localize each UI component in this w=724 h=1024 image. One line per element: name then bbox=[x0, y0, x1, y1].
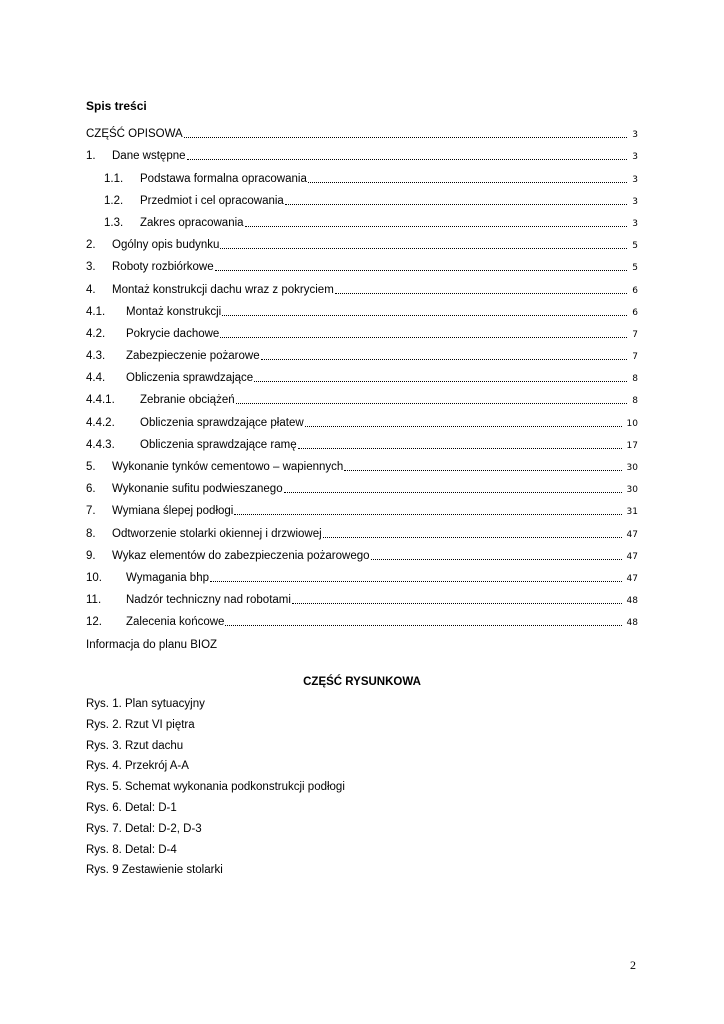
toc-entry[interactable] bbox=[86, 163, 638, 185]
toc-leader-dots bbox=[285, 195, 627, 205]
toc-entry-label: Informacja do planu BIOZ bbox=[86, 638, 218, 651]
toc-entry[interactable] bbox=[86, 452, 638, 474]
toc-leader-dots bbox=[222, 306, 627, 316]
toc-entry[interactable] bbox=[86, 518, 638, 540]
toc-entry-page: 47 bbox=[626, 551, 638, 562]
toc-entry-number: 4.4.3. bbox=[86, 438, 115, 451]
toc-entry-label: Wymiana ślepej podłogi bbox=[112, 505, 234, 518]
toc-entry-label: Roboty rozbiórkowe bbox=[112, 261, 214, 274]
drawings-list bbox=[86, 694, 345, 881]
toc-entry-page: 30 bbox=[626, 463, 638, 473]
toc-entry-number: 1. bbox=[86, 150, 96, 163]
drawing-item: Rys. 3. Rzut dachu bbox=[86, 739, 184, 752]
toc-leader-dots bbox=[292, 594, 622, 604]
toc-entry-page: 3 bbox=[632, 196, 638, 207]
toc-entry-label: Nadzór techniczny nad robotami bbox=[126, 594, 291, 607]
toc-entry-page: 48 bbox=[626, 618, 638, 629]
toc-leader-dots bbox=[210, 572, 622, 582]
drawing-item: Rys. 8. Detal: D-4 bbox=[86, 843, 177, 856]
toc-entry[interactable] bbox=[86, 363, 638, 385]
toc-entry-label: Montaż konstrukcji bbox=[126, 305, 222, 318]
toc-entry-label: Dane wstępne bbox=[112, 150, 186, 163]
toc-leader-dots bbox=[187, 150, 627, 160]
toc-entry-label: CZĘŚĆ OPISOWA bbox=[86, 128, 183, 141]
toc-leader-dots bbox=[215, 261, 627, 271]
toc-entry-label: Zabezpieczenie pożarowe bbox=[126, 350, 260, 363]
toc-entry[interactable] bbox=[86, 297, 638, 319]
toc-leader-dots bbox=[220, 328, 627, 338]
toc-entry-page: 10 bbox=[626, 418, 638, 429]
toc-leader-dots bbox=[261, 350, 627, 360]
toc-entry-number: 12. bbox=[86, 616, 102, 629]
toc-entry-number: 4.2. bbox=[86, 327, 106, 340]
toc-entry-page: 5 bbox=[632, 263, 638, 274]
toc-entry[interactable] bbox=[86, 141, 638, 163]
toc-title: Spis treści bbox=[86, 99, 147, 113]
toc-entry-number: 8. bbox=[86, 527, 96, 540]
toc-entry[interactable] bbox=[86, 541, 638, 563]
toc-entry-label: Przedmiot i cel opracowania bbox=[140, 194, 284, 207]
toc-entry-page: 8 bbox=[632, 396, 638, 407]
toc-entry-number: 4.3. bbox=[86, 350, 106, 363]
toc-entry-label: Zakres opracowania bbox=[140, 216, 244, 229]
toc-entry-label: Montaż konstrukcji dachu wraz z pokryciem bbox=[112, 283, 334, 296]
toc-entry-number: 3. bbox=[86, 261, 96, 274]
toc-leader-dots bbox=[225, 616, 622, 626]
toc-entry[interactable] bbox=[86, 474, 638, 496]
toc-entry-label: Obliczenia sprawdzające ramę bbox=[140, 438, 297, 451]
toc-entry[interactable] bbox=[86, 607, 638, 629]
toc-entry-page: 3 bbox=[632, 174, 638, 185]
toc-entry-label: Wykaz elementów do zabezpieczenia pożarowego bbox=[112, 549, 370, 562]
drawing-item: Rys. 5. Schemat wykonania podkonstrukcji podłogi bbox=[86, 781, 345, 794]
toc-entry-number: 4.4. bbox=[86, 372, 106, 385]
drawing-item: Rys. 2. Rzut VI piętra bbox=[86, 718, 195, 731]
drawing-item: Rys. 1. Plan sytuacyjny bbox=[86, 698, 205, 710]
toc-entry-page: 5 bbox=[632, 241, 638, 252]
toc-entry[interactable] bbox=[86, 274, 638, 296]
toc-entry[interactable] bbox=[86, 563, 638, 585]
toc-entry[interactable] bbox=[86, 230, 638, 252]
toc-entry-number: 5. bbox=[86, 461, 96, 473]
toc-entry-number: 11. bbox=[86, 594, 102, 607]
toc-leader-dots bbox=[254, 372, 627, 382]
toc-entry-page: 47 bbox=[626, 573, 638, 584]
table-of-contents bbox=[86, 119, 638, 652]
toc-entry-number: 7. bbox=[86, 505, 96, 518]
toc-leader-dots bbox=[245, 217, 627, 227]
drawing-item: Rys. 6. Detal: D-1 bbox=[86, 801, 177, 814]
toc-entry-bioz[interactable] bbox=[86, 629, 638, 651]
toc-entry[interactable] bbox=[86, 208, 638, 230]
toc-leader-dots bbox=[236, 394, 627, 404]
toc-entry-label: Odtworzenie stolarki okiennej i drzwiowej bbox=[112, 527, 322, 540]
toc-entry-page: 3 bbox=[632, 130, 638, 141]
toc-entry-number: 1.1. bbox=[104, 172, 124, 185]
toc-entry-number: 9. bbox=[86, 549, 96, 562]
toc-entry-page: 7 bbox=[632, 352, 638, 363]
toc-entry-label: Podstawa formalna opracowania bbox=[140, 172, 307, 185]
toc-leader-dots bbox=[284, 483, 622, 493]
toc-entry-number: 4.4.1. bbox=[86, 394, 115, 407]
toc-entry-label: Zalecenia końcowe bbox=[126, 616, 225, 629]
toc-leader-dots bbox=[323, 528, 622, 538]
toc-leader-dots bbox=[298, 439, 622, 449]
toc-entry-number: 1.2. bbox=[104, 194, 124, 207]
toc-entry-page: 8 bbox=[632, 374, 638, 385]
toc-leader-dots bbox=[305, 417, 622, 427]
drawing-item: Rys. 9 Zestawienie stolarki bbox=[86, 864, 223, 877]
toc-entry[interactable] bbox=[86, 407, 638, 429]
toc-entry-label: Wykonanie tynków cementowo – wapiennych bbox=[112, 461, 344, 473]
toc-entry-page: 31 bbox=[626, 507, 638, 518]
toc-entry-number: 2. bbox=[86, 239, 96, 252]
toc-entry-page: 3 bbox=[632, 218, 638, 229]
toc-entry-label: Wymagania bhp bbox=[126, 571, 209, 584]
toc-entry-page: 17 bbox=[626, 440, 638, 451]
toc-entry-number: 4. bbox=[86, 283, 96, 296]
toc-entry[interactable] bbox=[86, 319, 638, 341]
drawings-section-title: CZĘŚĆ RYSUNKOWA bbox=[303, 676, 421, 688]
toc-entry-label: Wykonanie sufitu podwieszanego bbox=[112, 483, 283, 496]
toc-entry-page: 6 bbox=[632, 285, 638, 296]
toc-entry-page: 47 bbox=[626, 529, 638, 540]
toc-entry-label: Zebranie obciążeń bbox=[140, 394, 235, 407]
toc-entry-label: Pokrycie dachowe bbox=[126, 327, 220, 340]
drawing-item: Rys. 4. Przekrój A-A bbox=[86, 760, 189, 773]
toc-entry[interactable] bbox=[86, 385, 638, 407]
toc-entry-label: Ogólny opis budynku bbox=[112, 239, 220, 252]
toc-entry-label: Obliczenia sprawdzające płatew bbox=[140, 416, 304, 429]
toc-entry-number: 4.1. bbox=[86, 305, 106, 318]
toc-entry[interactable] bbox=[86, 186, 638, 208]
toc-entry[interactable] bbox=[86, 341, 638, 363]
toc-entry-page: 7 bbox=[632, 329, 638, 340]
toc-entry-number: 6. bbox=[86, 483, 96, 496]
toc-leader-dots bbox=[220, 239, 627, 249]
toc-entry-page: 30 bbox=[626, 485, 638, 496]
toc-leader-dots bbox=[184, 128, 627, 138]
drawing-item: Rys. 7. Detal: D-2, D-3 bbox=[86, 822, 202, 835]
page-number: 2 bbox=[630, 958, 636, 972]
toc-entry[interactable] bbox=[86, 430, 638, 452]
toc-leader-dots bbox=[234, 505, 622, 515]
toc-entry-number: 10. bbox=[86, 571, 102, 584]
toc-entry[interactable] bbox=[86, 119, 638, 141]
toc-entry-page: 3 bbox=[632, 152, 638, 163]
toc-entry-page: 6 bbox=[632, 307, 638, 318]
toc-leader-dots bbox=[344, 461, 622, 471]
toc-leader-dots bbox=[335, 284, 627, 294]
toc-entry-label: Obliczenia sprawdzające bbox=[126, 372, 254, 385]
toc-entry[interactable] bbox=[86, 496, 638, 518]
toc-entry-number: 4.4.2. bbox=[86, 416, 115, 429]
toc-entry-page: 48 bbox=[626, 596, 638, 607]
toc-entry-number: 1.3. bbox=[104, 216, 124, 229]
toc-entry[interactable] bbox=[86, 585, 638, 607]
toc-leader-dots bbox=[371, 550, 622, 560]
toc-leader-dots bbox=[308, 173, 627, 183]
toc-entry[interactable] bbox=[86, 252, 638, 274]
